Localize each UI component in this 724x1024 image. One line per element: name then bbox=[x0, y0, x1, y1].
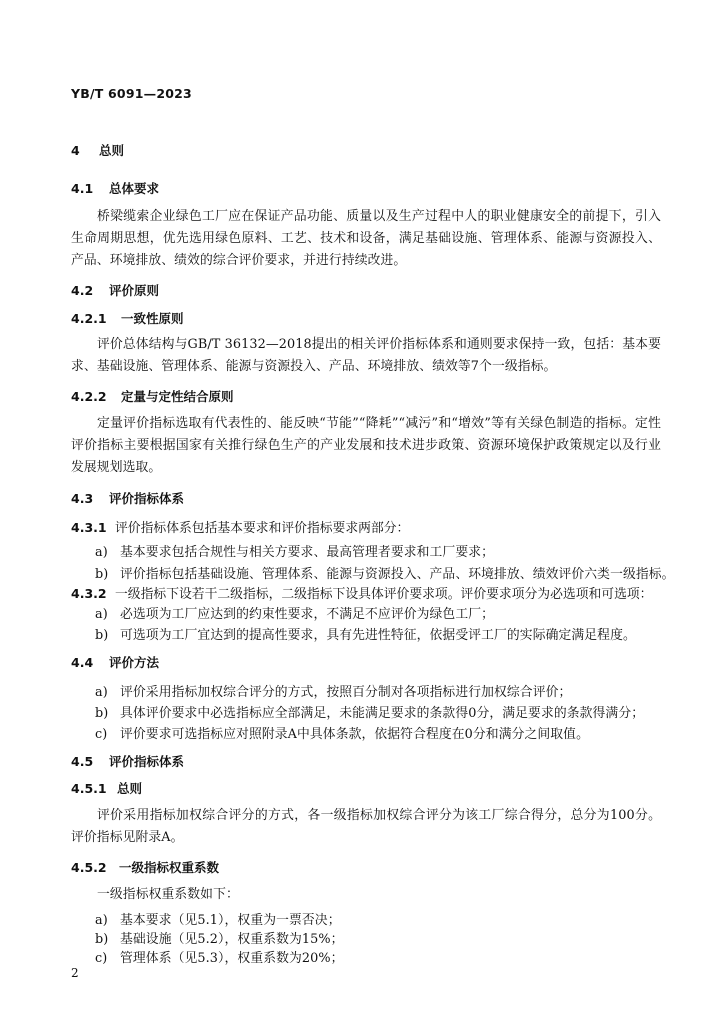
section-heading-4-4 bbox=[71, 653, 159, 671]
list-text: 管理体系（见5.3），权重系数为20%； bbox=[120, 951, 344, 966]
list-marker: a) bbox=[95, 545, 108, 560]
list-item bbox=[95, 563, 675, 582]
section-title: 评价原则 bbox=[109, 283, 160, 298]
section-title: 一致性原则 bbox=[121, 311, 184, 326]
list-text: 具体评价要求中必选指标应全部满足，未能满足要求的条款得0分，满足要求的条款得满分； bbox=[120, 706, 645, 721]
section-heading-4-5-2 bbox=[71, 858, 219, 876]
list-item bbox=[95, 909, 665, 928]
list-text: 评价采用指标加权综合评分的方式，按照百分制对各项指标进行加权综合评价； bbox=[120, 685, 572, 700]
section-title: 评价方法 bbox=[109, 655, 160, 670]
section-number: 4.2.2 bbox=[71, 389, 107, 404]
list-marker: c) bbox=[95, 727, 108, 742]
list-text: 评价要求可选指标应对照附录A中具体条款，依据符合程度在0分和满分之间取值。 bbox=[120, 727, 589, 742]
section-heading-4-3 bbox=[71, 489, 184, 507]
section-heading-4-1 bbox=[71, 179, 159, 197]
paragraph-4-1: 桥梁缆索企业绿色工厂应在保证产品功能、质量以及生产过程中人的职业健康安全的前提下，引入生命周期思想，优先选用绿色原料、工艺、技术和设备，满足基础设施、管理体系、能源与资源投入、产品、环境排放、绩效的综合评价要求，并进行持续改进。 bbox=[71, 209, 661, 268]
list-marker: a) bbox=[95, 607, 108, 622]
list-text: 基础设施（见5.2），权重系数为15%； bbox=[120, 932, 344, 947]
list-item bbox=[95, 928, 665, 947]
clause-number: 4.3.1 bbox=[71, 520, 107, 535]
list-item bbox=[95, 681, 665, 700]
list-text: 基本要求包括合规性与相关方要求、最高管理者要求和工厂要求； bbox=[120, 545, 495, 560]
section-heading-4-5 bbox=[71, 752, 184, 770]
list-marker: a) bbox=[95, 913, 108, 928]
paragraph-4-5-2: 一级指标权重系数如下： bbox=[97, 887, 239, 902]
section-number: 4.4 bbox=[71, 655, 94, 670]
section-heading-4-5-1 bbox=[71, 779, 142, 797]
section-title: 总则 bbox=[117, 781, 143, 796]
section-heading-4-2 bbox=[71, 281, 159, 299]
list-marker: b) bbox=[95, 628, 109, 643]
list-marker: b) bbox=[95, 706, 109, 721]
section-heading-4 bbox=[71, 141, 124, 159]
section-title: 一级指标权重系数 bbox=[119, 860, 220, 875]
section-number: 4.2.1 bbox=[71, 311, 107, 326]
paragraph-4-2-2: 定量评价指标选取有代表性的、能反映“节能”“降耗”“减污”和“增效”等有关绿色制造的指标。定性评价指标主要根据国家有关推行绿色生产的产业发展和技术进步政策、资源环境保护政策规定以及行业发展规划选取。 bbox=[71, 416, 661, 475]
section-number: 4.5 bbox=[71, 754, 94, 769]
section-number: 4.1 bbox=[71, 181, 94, 196]
section-heading-4-2-2 bbox=[71, 387, 234, 405]
clause-text: 一级指标下设若干二级指标，二级指标下设具体评价要求项。评价要求项分为必选项和可选项： bbox=[115, 587, 653, 602]
list-marker: c) bbox=[95, 951, 108, 966]
section-number: 4.3 bbox=[71, 491, 94, 506]
section-number: 4.5.2 bbox=[71, 860, 107, 875]
section-number: 4.2 bbox=[71, 283, 94, 298]
list-text: 必选项为工厂应达到的约束性要求，不满足不应评价为绿色工厂； bbox=[120, 607, 495, 622]
section-title: 评价指标体系 bbox=[109, 754, 185, 769]
section-title: 定量与定性结合原则 bbox=[121, 389, 234, 404]
list-marker: a) bbox=[95, 685, 108, 700]
list-item bbox=[95, 603, 665, 622]
section-heading-4-2-1 bbox=[71, 309, 184, 327]
page-number: 2 bbox=[71, 966, 79, 980]
list-text: 基本要求（见5.1），权重为一票否决； bbox=[120, 913, 341, 928]
list-item bbox=[95, 723, 665, 742]
list-item bbox=[95, 541, 665, 560]
list-item bbox=[95, 624, 665, 643]
list-text: 评价指标包括基础设施、管理体系、能源与资源投入、产品、环境排放、绩效评价六类一级指标。 bbox=[120, 567, 675, 582]
list-marker: b) bbox=[95, 932, 109, 947]
list-item bbox=[95, 702, 665, 721]
section-number: 4 bbox=[71, 143, 80, 158]
list-marker: b) bbox=[95, 567, 109, 582]
list-item bbox=[95, 947, 665, 966]
paragraph-4-5-1: 评价采用指标加权综合评分的方式，各一级指标加权综合评分为该工厂综合得分，总分为100分。评价指标见附录A。 bbox=[71, 808, 661, 845]
section-number: 4.5.1 bbox=[71, 781, 107, 796]
list-text: 可选项为工厂宜达到的提高性要求，具有先进性特征，依据受评工厂的实际确定满足程度。 bbox=[120, 628, 636, 643]
paragraph-4-2-1: 评价总体结构与GB/T 36132—2018提出的相关评价指标体系和通则要求保持一致，包括：基本要求、基础设施、管理体系、能源与资源投入、产品、环境排放、绩效等7个一级指标。 bbox=[71, 337, 661, 374]
section-title: 总则 bbox=[99, 143, 125, 158]
section-title: 评价指标体系 bbox=[109, 491, 185, 506]
section-title: 总体要求 bbox=[109, 181, 160, 196]
clause-4-3-1 bbox=[71, 517, 409, 536]
clause-4-3-2 bbox=[71, 583, 652, 602]
clause-number: 4.3.2 bbox=[71, 586, 107, 601]
clause-text: 评价指标体系包括基本要求和评价指标要求两部分： bbox=[115, 521, 410, 536]
standard-code: YB/T 6091—2023 bbox=[71, 86, 192, 101]
